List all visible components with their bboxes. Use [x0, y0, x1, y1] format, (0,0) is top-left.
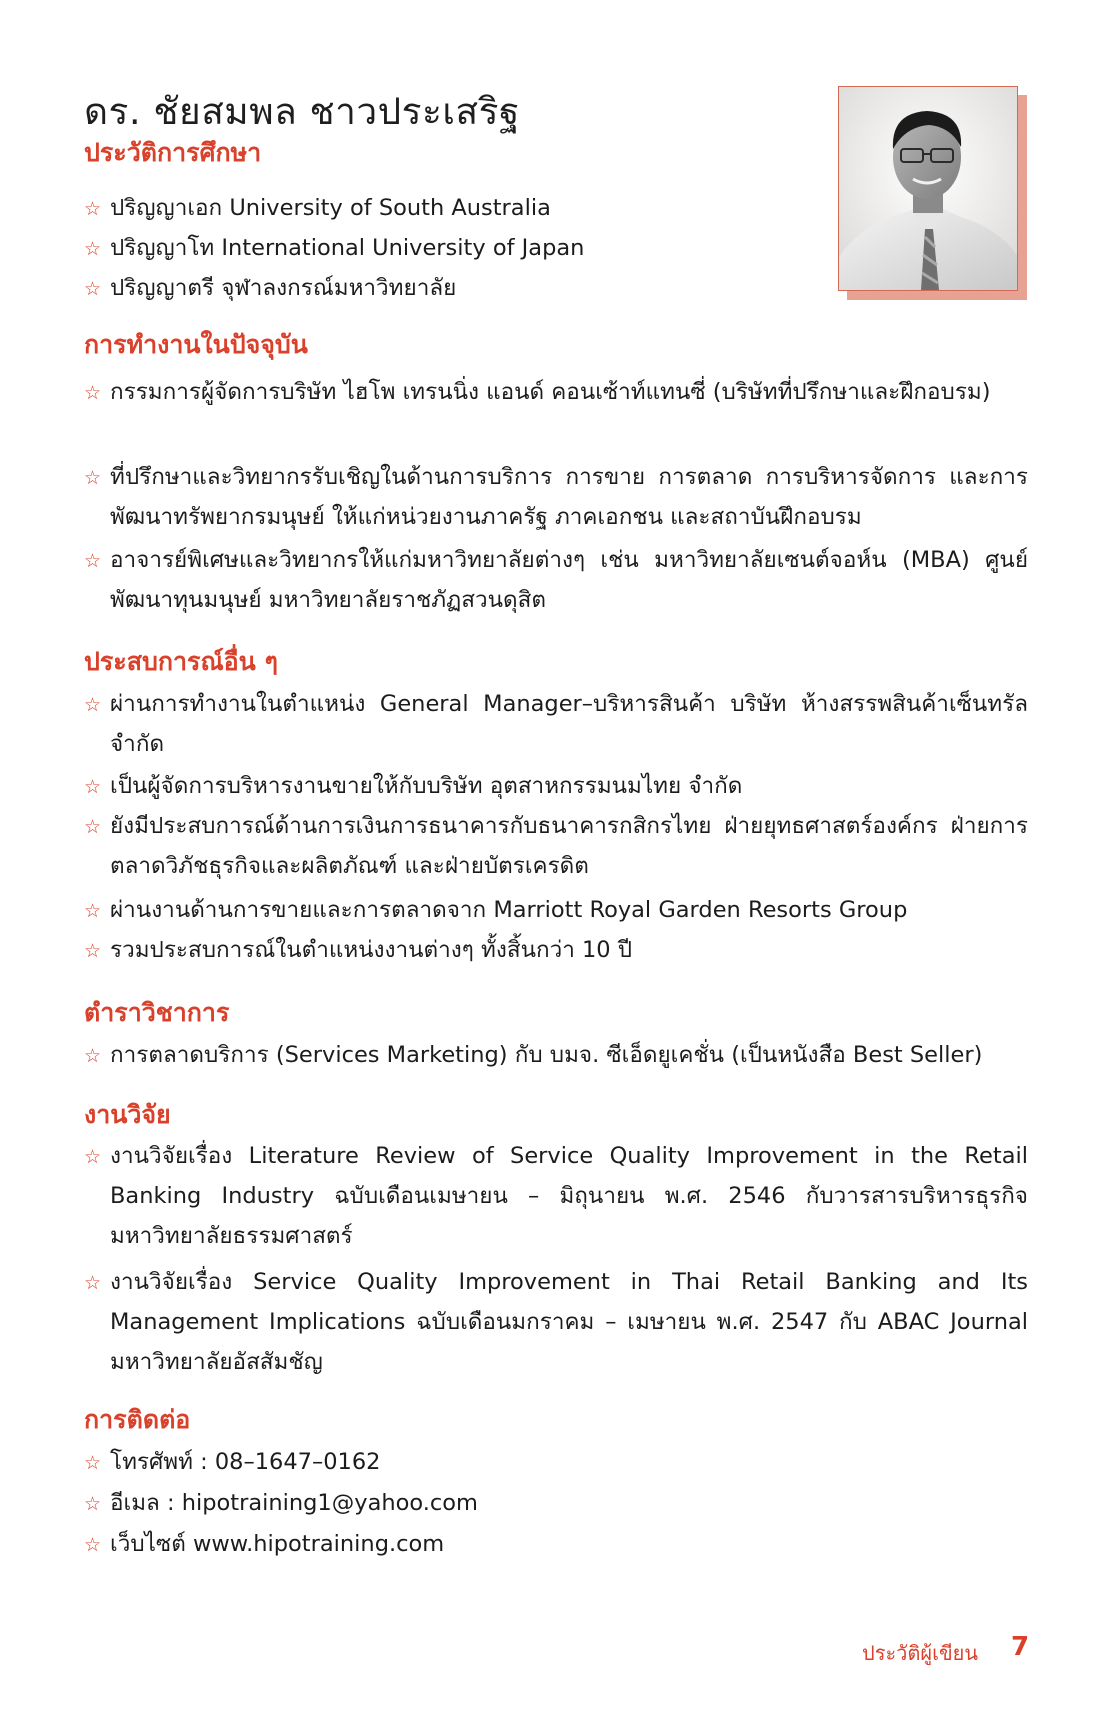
section-title-textbooks: ตำราวิชาการ — [84, 998, 230, 1027]
list-item: ☆ ผ่านการทำงานในตำแหน่ง General Manager–บริหารสินค้า บริษัท ห้างสรรพสินค้าเซ็นทรัล จำกัด — [84, 684, 1028, 764]
list-item: ☆ เป็นผู้จัดการบริหารงานขายให้กับบริษัท อุตสาหกรรมนมไทย จำกัด — [84, 766, 1028, 806]
list-item: ☆ อาจารย์พิเศษและวิทยากรให้แก่มหาวิทยาลัยต่างๆ เช่น มหาวิทยาลัยเซนต์จอห์น (MBA) ศูนย์พัฒนาทุนมนุษย์ มหาวิทยาลัยราชภัฏสวนดุสิต — [84, 540, 1028, 620]
list-item: ☆ งานวิจัยเรื่อง Service Quality Improvement in Thai Retail Banking and Its Management Implications ฉบับเดือนมกราคม – เมษายน พ.ศ. 2547 กับ ABAC Journal มหาวิทยาลัยอัสสัมชัญ — [84, 1262, 1028, 1382]
list-item: ☆ กรรมการผู้จัดการบริษัท ไฮโพ เทรนนิ่ง แอนด์ คอนเซ้าท์แทนซี่ (บริษัทที่ปรึกษาและฝึกอบรม) — [84, 372, 1028, 412]
section-title-current-work: การทำงานในปัจจุบัน — [84, 330, 308, 359]
star-icon: ☆ — [84, 382, 102, 404]
star-icon: ☆ — [84, 1534, 102, 1556]
star-icon: ☆ — [84, 467, 102, 489]
section-title-contact: การติดต่อ — [84, 1405, 191, 1434]
section-title-research: งานวิจัย — [84, 1100, 171, 1129]
star-icon: ☆ — [84, 1146, 102, 1168]
star-icon: ☆ — [84, 1452, 102, 1474]
list-item: ☆ เว็บไซต์ www.hipotraining.com — [84, 1524, 1028, 1564]
list-item: ☆ ปริญญาตรี จุฬาลงกรณ์มหาวิทยาลัย — [84, 268, 1028, 308]
list-item: ☆ ผ่านงานด้านการขายและการตลาดจาก Marriott Royal Garden Resorts Group — [84, 890, 1028, 930]
star-icon: ☆ — [84, 1493, 102, 1515]
list-item: ☆ ปริญญาเอก University of South Australia — [84, 188, 1028, 228]
list-item: ☆ รวมประสบการณ์ในตำแหน่งงานต่างๆ ทั้งสิ้นกว่า 10 ปี — [84, 930, 1028, 970]
footer-section-label: ประวัติผู้เขียน — [862, 1641, 979, 1665]
star-icon: ☆ — [84, 1045, 102, 1067]
list-item: ☆ การตลาดบริการ (Services Marketing) กับ บมจ. ซีเอ็ดยูเคชั่น (เป็นหนังสือ Best Seller) — [84, 1035, 1028, 1075]
star-icon: ☆ — [84, 776, 102, 798]
list-item: ☆ โทรศัพท์ : 08–1647–0162 — [84, 1442, 1028, 1482]
star-icon: ☆ — [84, 198, 102, 220]
section-title-education: ประวัติการศึกษา — [84, 138, 262, 167]
list-item: ☆ ปริญญาโท International University of Japan — [84, 228, 1028, 268]
list-item: ☆ งานวิจัยเรื่อง Literature Review of Service Quality Improvement in the Retail Banking Industry ฉบับเดือนเมษายน – มิถุนายน พ.ศ. 2546 กับวารสารบริหารธุรกิจ มหาวิทยาลัยธรรมศาสตร์ — [84, 1136, 1028, 1256]
section-title-other-experience: ประสบการณ์อื่น ๆ — [84, 647, 278, 676]
list-item: ☆ อีเมล : hipotraining1@yahoo.com — [84, 1483, 1028, 1523]
author-name: ดร. ชัยสมพล ชาวประเสริฐ — [84, 90, 520, 133]
star-icon: ☆ — [84, 816, 102, 838]
star-icon: ☆ — [84, 694, 102, 716]
star-icon: ☆ — [84, 1272, 102, 1294]
star-icon: ☆ — [84, 940, 102, 962]
star-icon: ☆ — [84, 238, 102, 260]
list-item: ☆ ที่ปรึกษาและวิทยากรรับเชิญในด้านการบริการ การขาย การตลาด การบริหารจัดการ และการพัฒนาทรัพยากรมนุษย์ ให้แก่หน่วยงานภาครัฐ ภาคเอกชน และสถาบันฝึกอบรม — [84, 457, 1028, 537]
list-item: ☆ ยังมีประสบการณ์ด้านการเงินการธนาคารกับธนาคารกสิกรไทย ฝ่ายยุทธศาสตร์องค์กร ฝ่ายการตลาดวิภัชธุรกิจและผลิตภัณฑ์ และฝ่ายบัตรเครดิต — [84, 806, 1028, 886]
page-number: 7 — [1011, 1632, 1030, 1662]
star-icon: ☆ — [84, 278, 102, 300]
star-icon: ☆ — [84, 550, 102, 572]
star-icon: ☆ — [84, 900, 102, 922]
